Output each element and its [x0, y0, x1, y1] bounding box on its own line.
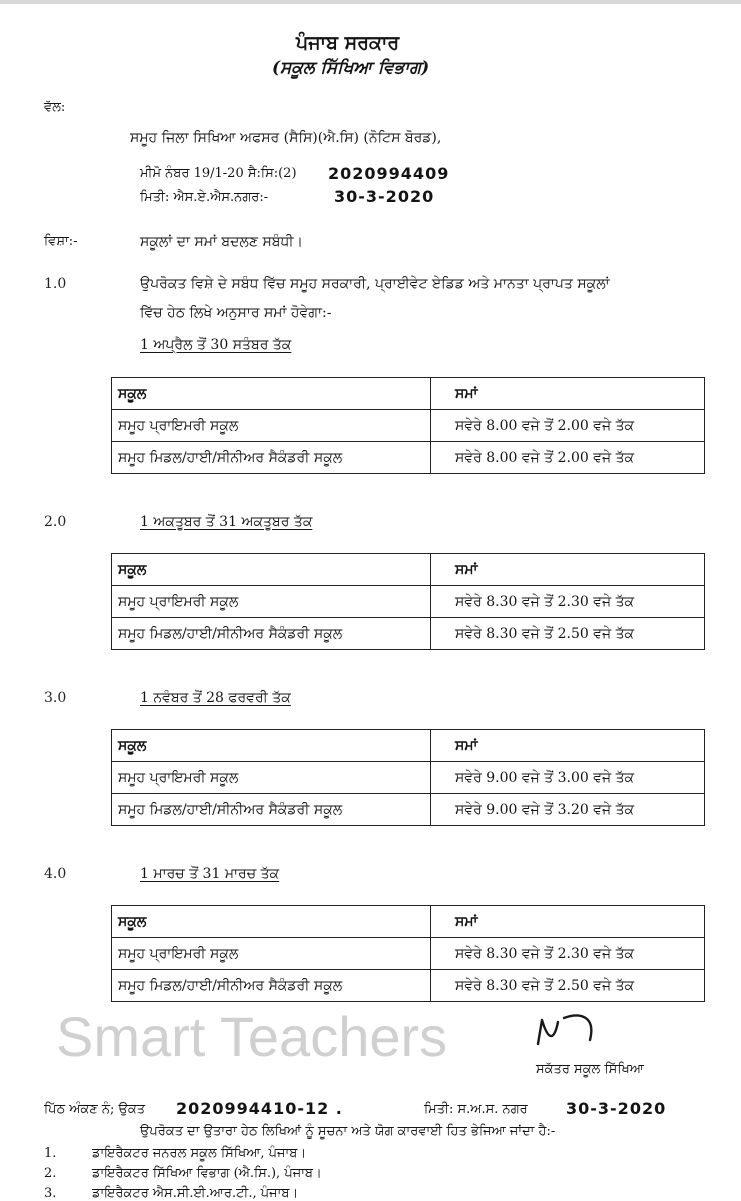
table-header-row: [112, 730, 705, 762]
to-label: ਵੱਲ:: [44, 100, 66, 115]
time-cell: ਸਵੇਰੇ 9.00 ਵਜੇ ਤੋਂ 3.20 ਵਜੇ ਤੱਕ: [431, 794, 705, 826]
endorsement-date-handwritten: 30-3-2020: [566, 1099, 667, 1118]
section-heading: 1 ਅਕਤੂਬਰ ਤੋਂ 31 ਅਕਤੂਬਰ ਤੱਕ: [140, 514, 313, 530]
list-item-number: 2.: [44, 1166, 57, 1181]
section-heading: 1 ਨਵੰਬਰ ਤੋਂ 28 ਫਰਵਰੀ ਤੱਕ: [140, 690, 291, 706]
endorsement-date-label: ਮਿਤੀ: ਸ.ਅ.ਸ. ਨਗਰ: [424, 1102, 528, 1117]
table-row: [112, 410, 705, 442]
para-number-1: 1.0: [44, 276, 67, 292]
schedule-table: [111, 377, 705, 474]
para-number-4: 4.0: [44, 866, 67, 882]
list-item-number: 1.: [44, 1146, 57, 1161]
school-cell: ਸਮੂਹ ਪ੍ਰਾਇਮਰੀ ਸਕੂਲ: [112, 586, 431, 618]
header-school: ਸਕੂਲ: [112, 378, 431, 410]
department-subtitle: (ਸਕੂਲ ਸਿੱਖਿਆ ਵਿਭਾਗ): [272, 58, 430, 78]
top-edge-bar: [0, 0, 741, 4]
endorsement-number-handwritten: 2020994410-12 .: [176, 1099, 343, 1118]
table-row: [112, 442, 705, 474]
time-cell: ਸਵੇਰੇ 8.30 ਵਜੇ ਤੋਂ 2.30 ਵਜੇ ਤੱਕ: [431, 938, 705, 970]
para-number-3: 3.0: [44, 690, 67, 706]
table-header-row: [112, 906, 705, 938]
header-time: ਸਮਾਂ: [431, 730, 705, 762]
header-school: ਸਕੂਲ: [112, 730, 431, 762]
intro-line-2: ਵਿੱਚ ਹੇਠ ਲਿਖੇ ਅਨੁਸਾਰ ਸਮਾਂ ਹੋਵੇਗਾ:-: [140, 305, 332, 321]
schedule-table: [111, 729, 705, 826]
memo-date-handwritten: 30-3-2020: [334, 187, 435, 206]
school-cell: ਸਮੂਹ ਪ੍ਰਾਇਮਰੀ ਸਕੂਲ: [112, 762, 431, 794]
table-row: [112, 618, 705, 650]
table-row: [112, 970, 705, 1002]
watermark: Smart Teachers: [56, 1005, 448, 1068]
schedule-table: [111, 905, 705, 1002]
subject-text: ਸਕੂਲਾਂ ਦਾ ਸਮਾਂ ਬਦਲਣ ਸਬੰਧੀ।: [140, 234, 303, 250]
time-cell: ਸਵੇਰੇ 8.30 ਵਜੇ ਤੋਂ 2.30 ਵਜੇ ਤੱਕ: [431, 586, 705, 618]
endorsement-label: ਪਿੱਠ ਅੰਕਣ ਨੰ; ਉਕਤ: [44, 1102, 146, 1117]
header-school: ਸਕੂਲ: [112, 554, 431, 586]
time-cell: ਸਵੇਰੇ 8.30 ਵਜੇ ਤੋਂ 2.50 ਵਜੇ ਤੱਕ: [431, 618, 705, 650]
memo-date-label: ਮਿਤੀ: ਐਸ.ਏ.ਐਸ.ਨਗਰ:-: [140, 190, 269, 205]
signatory-title: ਸਕੱਤਰ ਸਕੂਲ ਸਿੱਖਿਆ: [536, 1062, 644, 1077]
memo-number-handwritten: 2020994409: [328, 164, 450, 183]
header-time: ਸਮਾਂ: [431, 378, 705, 410]
table-row: [112, 794, 705, 826]
school-cell: ਸਮੂਹ ਮਿਡਲ/ਹਾਈ/ਸੀਨੀਅਰ ਸੈਕੰਡਰੀ ਸਕੂਲ: [112, 794, 431, 826]
table-row: [112, 938, 705, 970]
intro-line-1: ਉਪਰੋਕਤ ਵਿਸ਼ੇ ਦੇ ਸਬੰਧ ਵਿੱਚ ਸਮੂਹ ਸਰਕਾਰੀ, ਪ੍ਰਾਈਵੇਟ ਏਡਿਡ ਅਤੇ ਮਾਨਤਾ ਪ੍ਰਾਪਤ ਸਕੂਲਾਂ: [140, 276, 610, 292]
time-cell: ਸਵੇਰੇ 8.00 ਵਜੇ ਤੋਂ 2.00 ਵਜੇ ਤੱਕ: [431, 410, 705, 442]
list-item: ਡਾਇਰੈਕਟਰ ਐਸ.ਸੀ.ਈ.ਆਰ.ਟੀ., ਪੰਜਾਬ।: [92, 1186, 299, 1201]
para-number-2: 2.0: [44, 514, 67, 530]
subject-label: ਵਿਸ਼ਾ:-: [44, 234, 78, 249]
list-item: ਡਾਇਰੈਕਟਰ ਜਨਰਲ ਸਕੂਲ ਸਿੱਖਿਆ, ਪੰਜਾਬ।: [92, 1146, 307, 1161]
time-cell: ਸਵੇਰੇ 9.00 ਵਜੇ ਤੋਂ 3.00 ਵਜੇ ਤੱਕ: [431, 762, 705, 794]
school-cell: ਸਮੂਹ ਪ੍ਰਾਇਮਰੀ ਸਕੂਲ: [112, 938, 431, 970]
list-item: ਡਾਇਰੈਕਟਰ ਸਿੱਖਿਆ ਵਿਭਾਗ (ਐ.ਸਿ.), ਪੰਜਾਬ।: [92, 1166, 322, 1181]
document-title: ਪੰਜਾਬ ਸਰਕਾਰ: [296, 32, 400, 54]
table-header-row: [112, 554, 705, 586]
memo-label: ਮੀਮੋ ਨੰਬਰ 19/1-20 ਸੈ:ਸਿ:(2): [140, 166, 297, 181]
header-time: ਸਮਾਂ: [431, 906, 705, 938]
header-time: ਸਮਾਂ: [431, 554, 705, 586]
school-cell: ਸਮੂਹ ਮਿਡਲ/ਹਾਈ/ਸੀਨੀਅਰ ਸੈਕੰਡਰੀ ਸਕੂਲ: [112, 442, 431, 474]
endorsement-text: ਉਪਰੋਕਤ ਦਾ ਉਤਾਰਾ ਹੇਠ ਲਿਖਿਆਂ ਨੂੰ ਸੂਚਨਾ ਅਤੇ ਯੋਗ ਕਾਰਵਾਈ ਹਿਤ ਭੇਜਿਆ ਜਾਂਦਾ ਹੈ:-: [140, 1124, 556, 1139]
recipient-line: ਸਮੂਹ ਜਿਲਾ ਸਿਖਿਆ ਅਫਸਰ (ਸੈਸਿ)(ਐ.ਸਿ) (ਨੋਟਿਸ ਬੋਰਡ),: [130, 130, 442, 146]
table-row: [112, 762, 705, 794]
school-cell: ਸਮੂਹ ਮਿਡਲ/ਹਾਈ/ਸੀਨੀਅਰ ਸੈਕੰਡਰੀ ਸਕੂਲ: [112, 970, 431, 1002]
header-school: ਸਕੂਲ: [112, 906, 431, 938]
schedule-table: [111, 553, 705, 650]
signature-mark: [530, 1010, 610, 1050]
school-cell: ਸਮੂਹ ਪ੍ਰਾਇਮਰੀ ਸਕੂਲ: [112, 410, 431, 442]
list-item-number: 3.: [44, 1186, 57, 1201]
school-cell: ਸਮੂਹ ਮਿਡਲ/ਹਾਈ/ਸੀਨੀਅਰ ਸੈਕੰਡਰੀ ਸਕੂਲ: [112, 618, 431, 650]
section-heading: 1 ਅਪ੍ਰੈਲ ਤੋਂ 30 ਸਤੰਬਰ ਤੱਕ: [140, 337, 292, 353]
table-header-row: [112, 378, 705, 410]
section-heading: 1 ਮਾਰਚ ਤੋਂ 31 ਮਾਰਚ ਤੱਕ: [140, 866, 280, 882]
time-cell: ਸਵੇਰੇ 8.00 ਵਜੇ ਤੋਂ 2.00 ਵਜੇ ਤੱਕ: [431, 442, 705, 474]
time-cell: ਸਵੇਰੇ 8.30 ਵਜੇ ਤੋਂ 2.50 ਵਜੇ ਤੱਕ: [431, 970, 705, 1002]
table-row: [112, 586, 705, 618]
